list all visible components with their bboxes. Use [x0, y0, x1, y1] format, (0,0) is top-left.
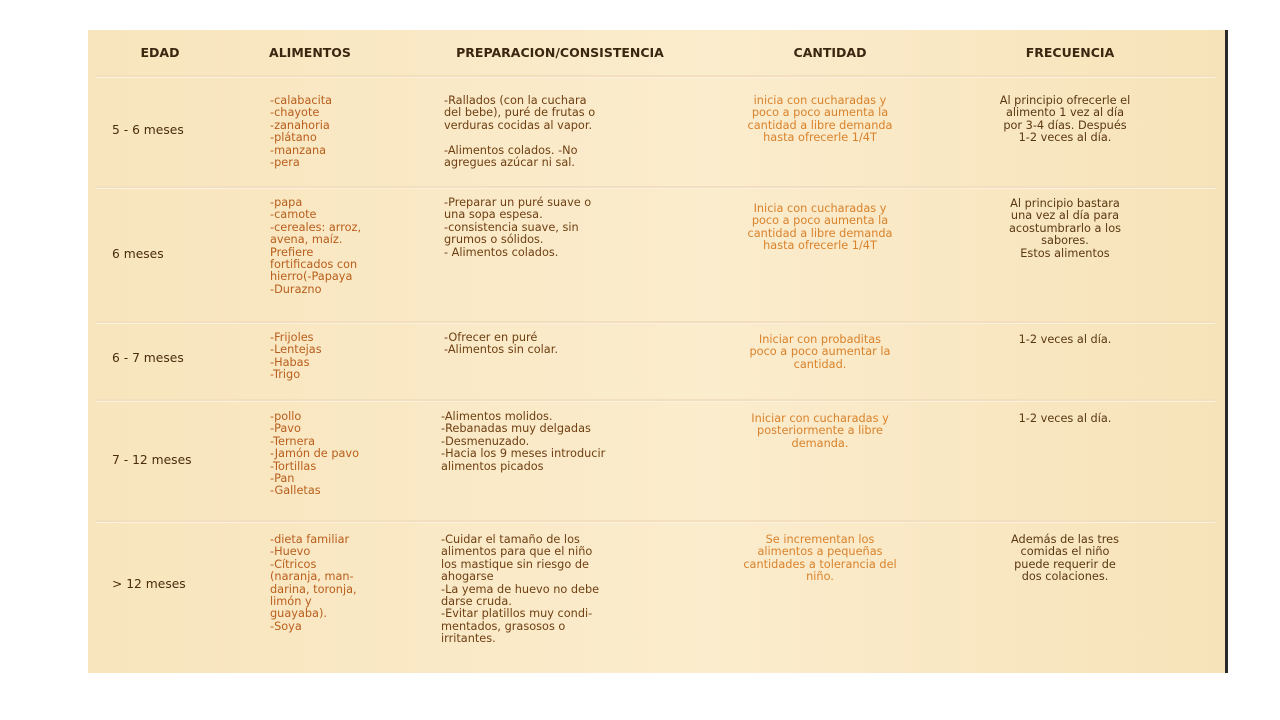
- row-frequency: 1-2 veces al día.: [1018, 333, 1112, 346]
- row-preparation: -Alimentos molidos. -Rebanadas muy delgadas -Desmenuzado. -Hacia los 9 meses introducir alimentos picados: [441, 410, 606, 473]
- row-age: 7 - 12 meses: [112, 453, 192, 467]
- row-foods: -calabacita -chayote -zanahoria -plátano -manzana -pera: [270, 94, 333, 170]
- row-quantity: Iniciar con cucharadas y posteriormente a libre demanda.: [751, 412, 889, 450]
- row-quantity: inicia con cucharadas y poco a poco aumenta la cantidad a libre demanda hasta ofrecerle 1/4T: [747, 94, 893, 145]
- header-cantidad: CANTIDAD: [793, 45, 867, 60]
- row-quantity: Inicia con cucharadas y poco a poco aumenta la cantidad a libre demanda hasta ofrecerle 1/4T: [747, 202, 893, 253]
- row-frequency: 1-2 veces al día.: [1018, 412, 1112, 425]
- row-divider: [95, 399, 1215, 401]
- row-foods: -pollo -Pavo -Ternera -Jamón de pavo -Tortillas -Pan -Galletas: [270, 410, 360, 498]
- row-age: 5 - 6 meses: [112, 123, 184, 137]
- row-divider: [95, 75, 1215, 77]
- row-preparation: -Ofrecer en puré -Alimentos sin colar.: [444, 331, 558, 357]
- header-alimentos: ALIMENTOS: [269, 45, 351, 60]
- header-frecuencia: FRECUENCIA: [1025, 45, 1115, 60]
- row-quantity: Iniciar con probaditas poco a poco aumentar la cantidad.: [749, 333, 891, 371]
- row-foods: -papa -camote -cereales: arroz, avena, maíz. Prefiere fortificados con hierro(-Papaya -Durazno: [270, 196, 362, 296]
- row-divider: [95, 520, 1215, 522]
- row-age: 6 - 7 meses: [112, 351, 184, 365]
- row-preparation: -Rallados (con la cuchara del bebe), puré de frutas o verduras cocidas al vapor. -Alimentos colados. -No agregues azúcar ni sal.: [444, 94, 596, 170]
- row-foods: -Frijoles -Lentejas -Habas -Trigo: [270, 331, 322, 382]
- row-preparation: -Preparar un puré suave o una sopa espesa. -consistencia suave, sin grumos o sólidos. - Alimentos colados.: [444, 196, 592, 259]
- header-edad: EDAD: [140, 45, 180, 60]
- row-foods: -dieta familiar -Huevo -Cítricos (naranja, man- darina, toronja, limón y guayaba). -Soya: [270, 533, 357, 633]
- row-frequency: Además de las tres comidas el niño puede requerir de dos colaciones.: [1011, 533, 1119, 584]
- row-quantity: Se incrementan los alimentos a pequeñas cantidades a tolerancia del niño.: [743, 533, 897, 584]
- header-preparacion: PREPARACION/CONSISTENCIA: [456, 45, 664, 60]
- row-age: 6 meses: [112, 247, 164, 261]
- row-preparation: -Cuidar el tamaño de los alimentos para que el niño los mastique sin riesgo de ahogarse -La yema de huevo no debe darse cruda. -Evitar platillos muy condi- mentados, grasosos o irritantes.: [441, 533, 600, 646]
- row-divider: [95, 186, 1215, 188]
- row-divider: [95, 321, 1215, 323]
- row-frequency: Al principio bastara una vez al día para acostumbrarlo a los sabores. Estos alimentos: [1009, 197, 1121, 260]
- row-frequency: Al principio ofrecerle el alimento 1 vez al día por 3-4 días. Después 1-2 veces al día.: [999, 94, 1131, 145]
- row-age: > 12 meses: [112, 577, 186, 591]
- right-border-line: [1225, 30, 1228, 673]
